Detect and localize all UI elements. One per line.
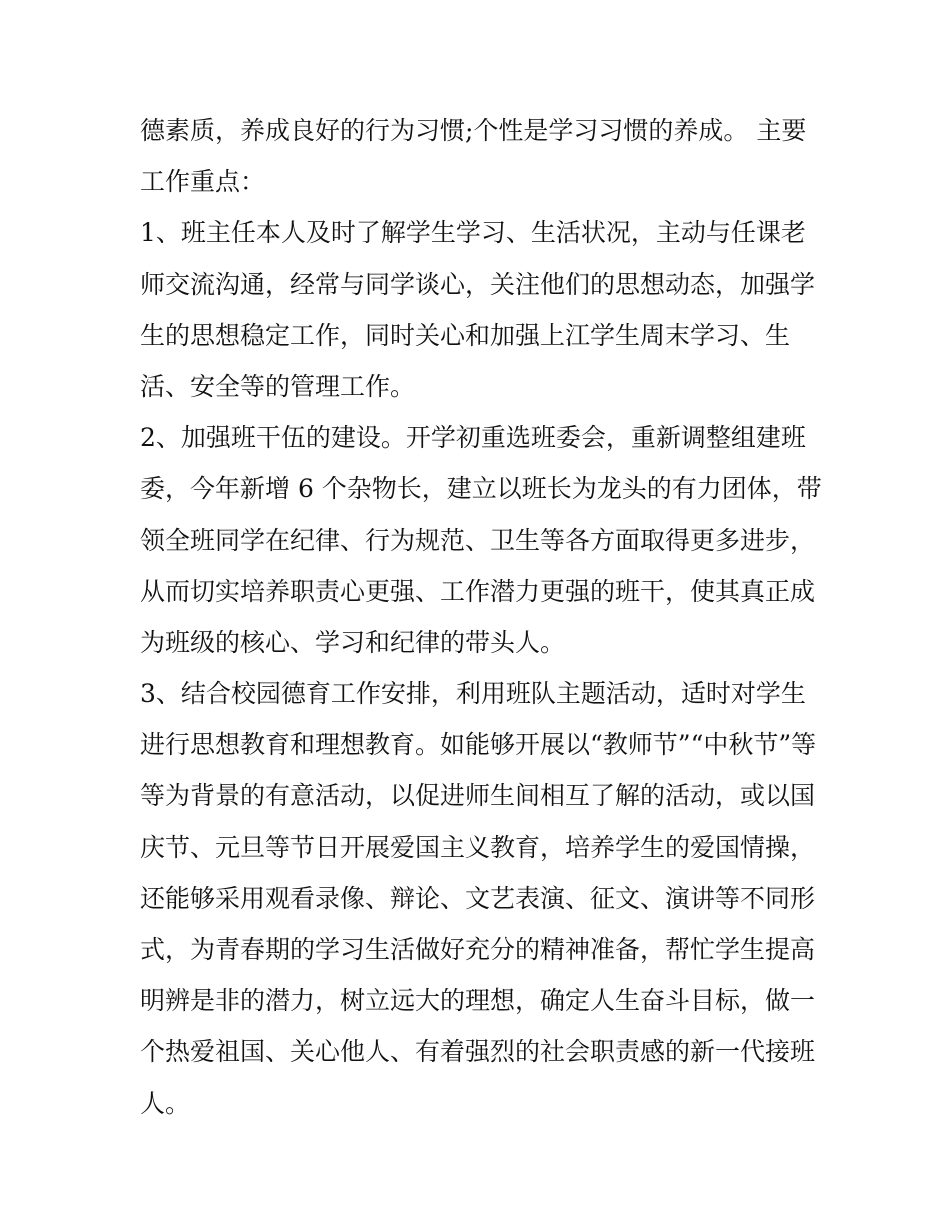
- text-line: 1、班主任本人及时了解学生学习、生活状况，主动与任课老: [140, 218, 806, 248]
- text-line: 生的思想稳定工作，同时关心和加强上江学生周末学习、生: [140, 320, 791, 350]
- text-line: 从而切实培养职责心更强、工作潜力更强的班干，使其真正成: [140, 576, 816, 606]
- text-line: 德素质，养成良好的行为习惯;个性是学习习惯的养成。 主要: [140, 116, 807, 145]
- text-line: 个热爱祖国、关心他人、有着强烈的社会职责感的新一代接班: [140, 1037, 816, 1067]
- text-line: 师交流沟通，经常与同学谈心，关注他们的思想动态，加强学: [140, 269, 816, 299]
- text-line: 领全班同学在纪律、行为规范、卫生等各方面取得更多进步，: [140, 525, 816, 555]
- document-body: [140, 105, 820, 1129]
- text-line: 进行思想教育和理想教育。如能够开展以“教师节”“中秋节”等: [140, 730, 817, 760]
- text-line: 还能够采用观看录像、辩论、文艺表演、征文、演讲等不同形: [140, 883, 816, 913]
- text-line: 明辨是非的潜力，树立远大的理想，确定人生奋斗目标，做一: [140, 986, 816, 1016]
- text-line: 3、结合校园德育工作安排，利用班队主题活动，适时对学生: [140, 679, 806, 709]
- text-line: 2、加强班干伍的建设。开学初重选班委会，重新调整组建班: [140, 423, 806, 453]
- text-line: 工作重点：: [140, 167, 266, 197]
- text-line: 庆节、元旦等节日开展爱国主义教育，培养学生的爱国情操，: [140, 832, 816, 862]
- text-line: 委，今年新增 6 个杂物长，建立以班长为龙头的有力团体，带: [140, 474, 822, 504]
- text-line: 活、安全等的管理工作。: [140, 371, 416, 401]
- text-line: 式，为青春期的学习生活做好充分的精神准备，帮忙学生提高: [140, 935, 816, 964]
- text-line: 人。: [140, 1088, 191, 1118]
- text-line: 等为背景的有意活动，以促进师生间相互了解的活动，或以国: [140, 781, 816, 811]
- text-line: 为班级的核心、学习和纪律的带头人。: [140, 627, 566, 657]
